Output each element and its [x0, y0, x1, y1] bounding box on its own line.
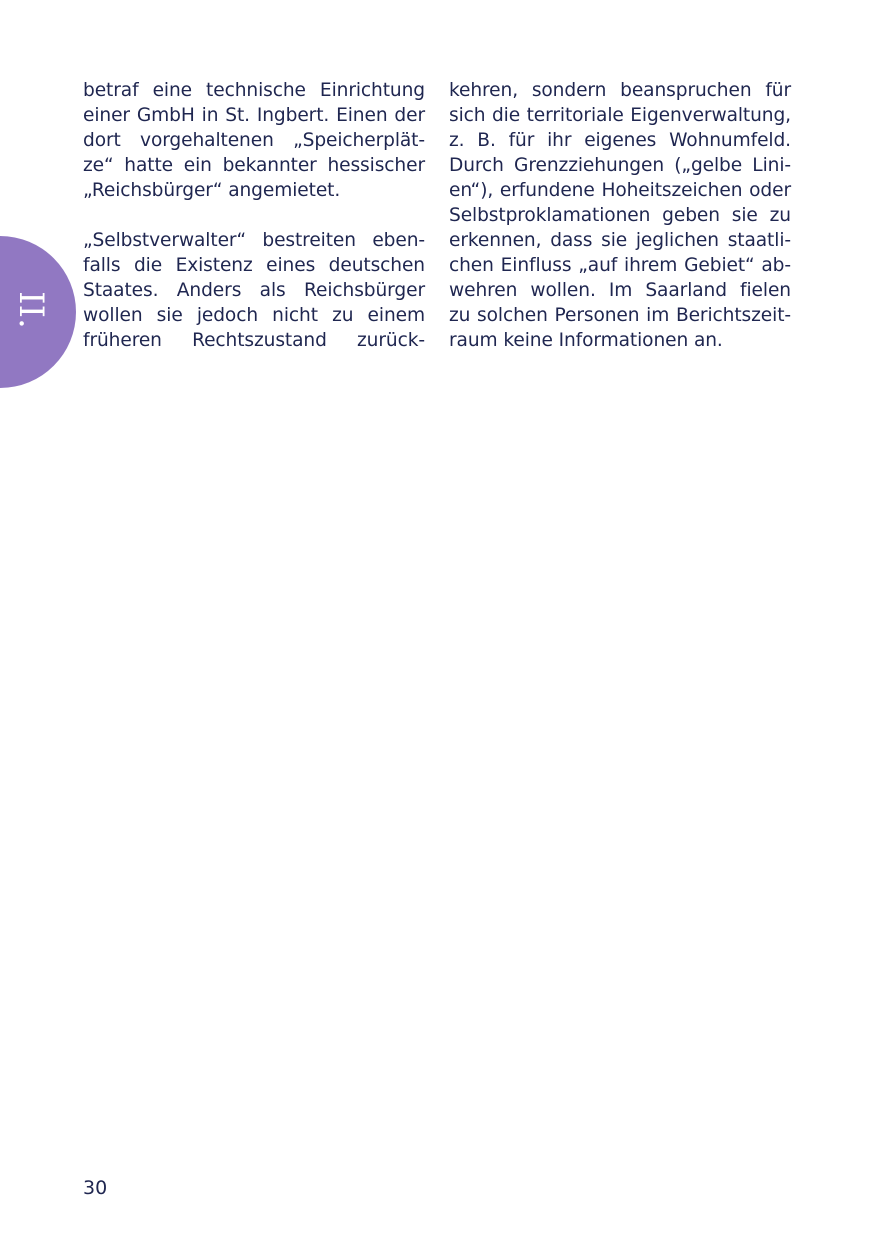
text-line: „Selbstverwalter“ bestreiten eben- [83, 230, 425, 251]
text-line: früheren Rechtszustand zurück- [83, 330, 425, 351]
chapter-marker: II. [11, 291, 51, 329]
paragraph-reichsbuerger-storage [83, 78, 425, 203]
right-column [449, 78, 791, 353]
text-line: z. B. für ihr eigenes Wohnumfeld. [449, 130, 791, 151]
left-column [83, 78, 425, 353]
paragraph-selbstverwalter-continued [449, 78, 791, 353]
page-number: 30 [83, 1177, 108, 1199]
text-line: Staates. Anders als Reichsbürger [83, 280, 425, 301]
text-line: betraf eine technische Einrichtung [83, 80, 425, 101]
text-line: wehren wollen. Im Saarland fielen [449, 280, 791, 301]
text-line: chen Einfluss „auf ihrem Gebiet“ ab- [449, 255, 791, 276]
text-line: „Reichsbürger“ angemietet. [83, 180, 341, 201]
text-line: falls die Existenz eines deutschen [83, 255, 425, 276]
text-line: Selbstproklamationen geben sie zu [449, 205, 791, 226]
text-line: Durch Grenzziehungen („gelbe Lini- [449, 155, 791, 176]
text-line: wollen sie jedoch nicht zu einem [83, 305, 425, 326]
paragraph-selbstverwalter [83, 228, 425, 353]
text-line: kehren, sondern beanspruchen für [449, 80, 791, 101]
text-line: erkennen, dass sie jeglichen staatli- [449, 230, 791, 251]
paragraph-spacer [83, 203, 425, 228]
text-line: ze“ hatte ein bekannter hessischer [83, 155, 425, 176]
text-line: raum keine Informationen an. [449, 330, 723, 351]
text-line: dort vorgehaltenen „Speicherplät- [83, 130, 425, 151]
text-line: zu solchen Personen im Berichtszeit- [449, 305, 791, 326]
text-line: einer GmbH in St. Ingbert. Einen der [83, 105, 425, 126]
text-line: sich die territoriale Eigenverwaltung, [449, 105, 791, 126]
text-line: en“), erfundene Hoheitszeichen oder [449, 180, 791, 201]
